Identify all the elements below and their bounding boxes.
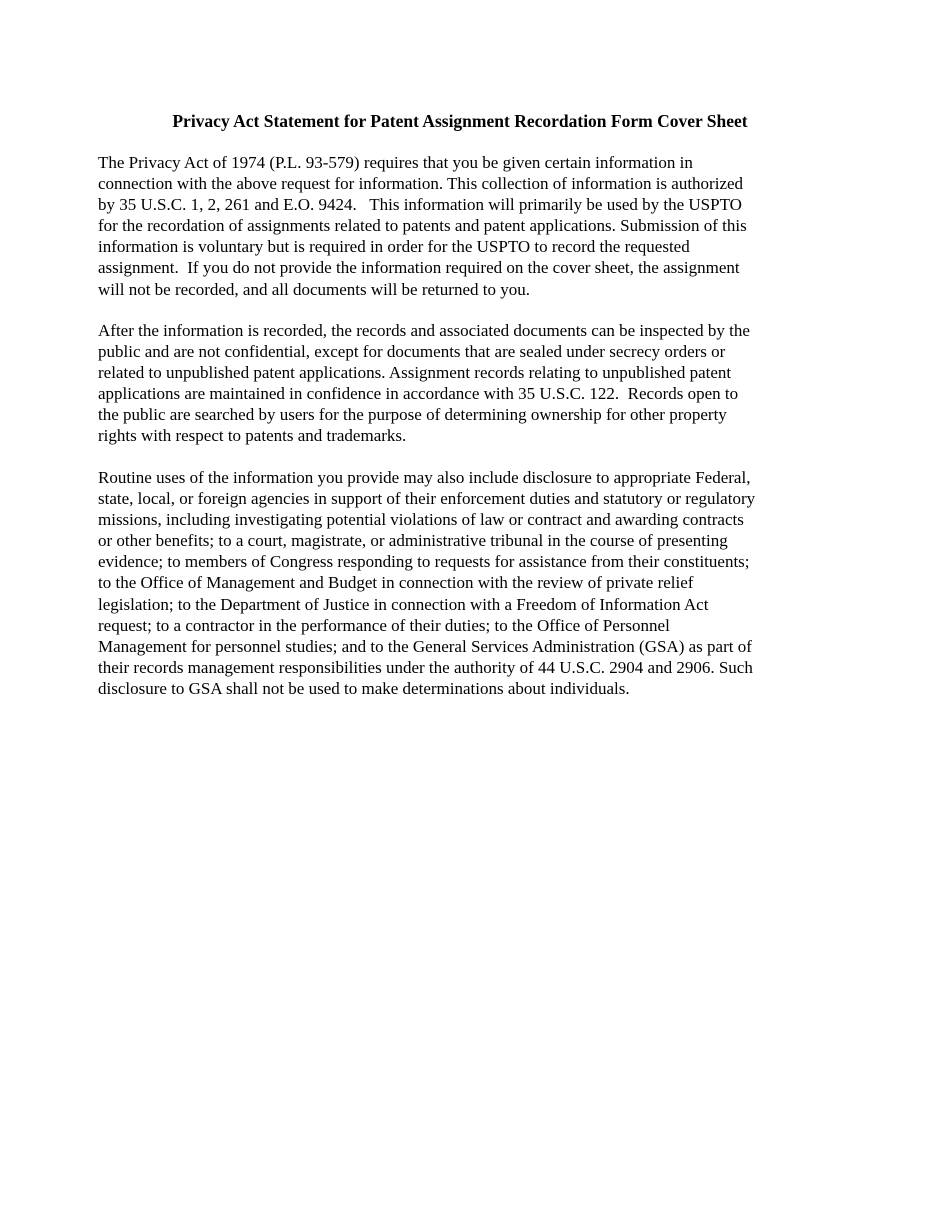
text-line: The Privacy Act of 1974 (P.L. 93-579) requires that you be given certain information in (98, 153, 693, 172)
text-line: for the recordation of assignments related to patents and patent applications. Submission of this (98, 216, 747, 236)
text-line: missions, including investigating potential violations of law or contract and awarding contracts (98, 510, 744, 530)
text-line: Routine uses of the information you provide may also include disclosure to appropriate Federal, (98, 468, 751, 487)
text-line: Management for personnel studies; and to the General Services Administration (GSA) as part of (98, 636, 752, 656)
text-line: applications are maintained in confidence in accordance with 35 U.S.C. 122. Records open to (98, 384, 739, 404)
text-line: will not be recorded, and all documents will be returned to you. (98, 279, 530, 299)
text-line: their records management responsibilities under the authority of 44 U.S.C. 2904 and 2906. Such (98, 657, 753, 677)
privacy-act-paragraph (98, 152, 858, 300)
text-line: information is voluntary but is required in order for the USPTO to record the requested (98, 237, 690, 257)
text-line: rights with respect to patents and trademarks. (98, 426, 407, 446)
text-line: disclosure to GSA shall not be used to make determinations about individuals. (98, 678, 630, 698)
text-line: state, local, or foreign agencies in support of their enforcement duties and statutory or regulatory (98, 489, 756, 509)
text-line: After the information is recorded, the records and associated documents can be inspected by the (98, 321, 750, 340)
text-line: request; to a contractor in the performance of their duties; to the Office of Personnel (98, 615, 670, 635)
text-line: evidence; to members of Congress responding to requests for assistance from their constituents; (98, 552, 750, 572)
text-line: or other benefits; to a court, magistrate, or administrative tribunal in the course of presenting (98, 531, 728, 551)
text-line: related to unpublished patent applications. Assignment records relating to unpublished patent (98, 363, 732, 383)
text-line: connection with the above request for information. This collection of information is authorized (98, 174, 744, 194)
routine-uses-paragraph (98, 467, 858, 699)
text-line: public and are not confidential, except for documents that are sealed under secrecy orders or (98, 342, 726, 362)
text-line: legislation; to the Department of Justice in connection with a Freedom of Information Act (98, 594, 709, 614)
text-line: the public are searched by users for the purpose of determining ownership for other property (98, 405, 727, 425)
text-line: by 35 U.S.C. 1, 2, 261 and E.O. 9424. This information will primarily be used by the USPTO (98, 195, 742, 215)
document-title: Privacy Act Statement for Patent Assignment Recordation Form Cover Sheet (172, 111, 748, 131)
text-line: to the Office of Management and Budget in connection with the review of private relief (98, 573, 694, 593)
text-line: assignment. If you do not provide the information required on the cover sheet, the assignment (98, 258, 740, 278)
records-inspection-paragraph (98, 320, 858, 447)
